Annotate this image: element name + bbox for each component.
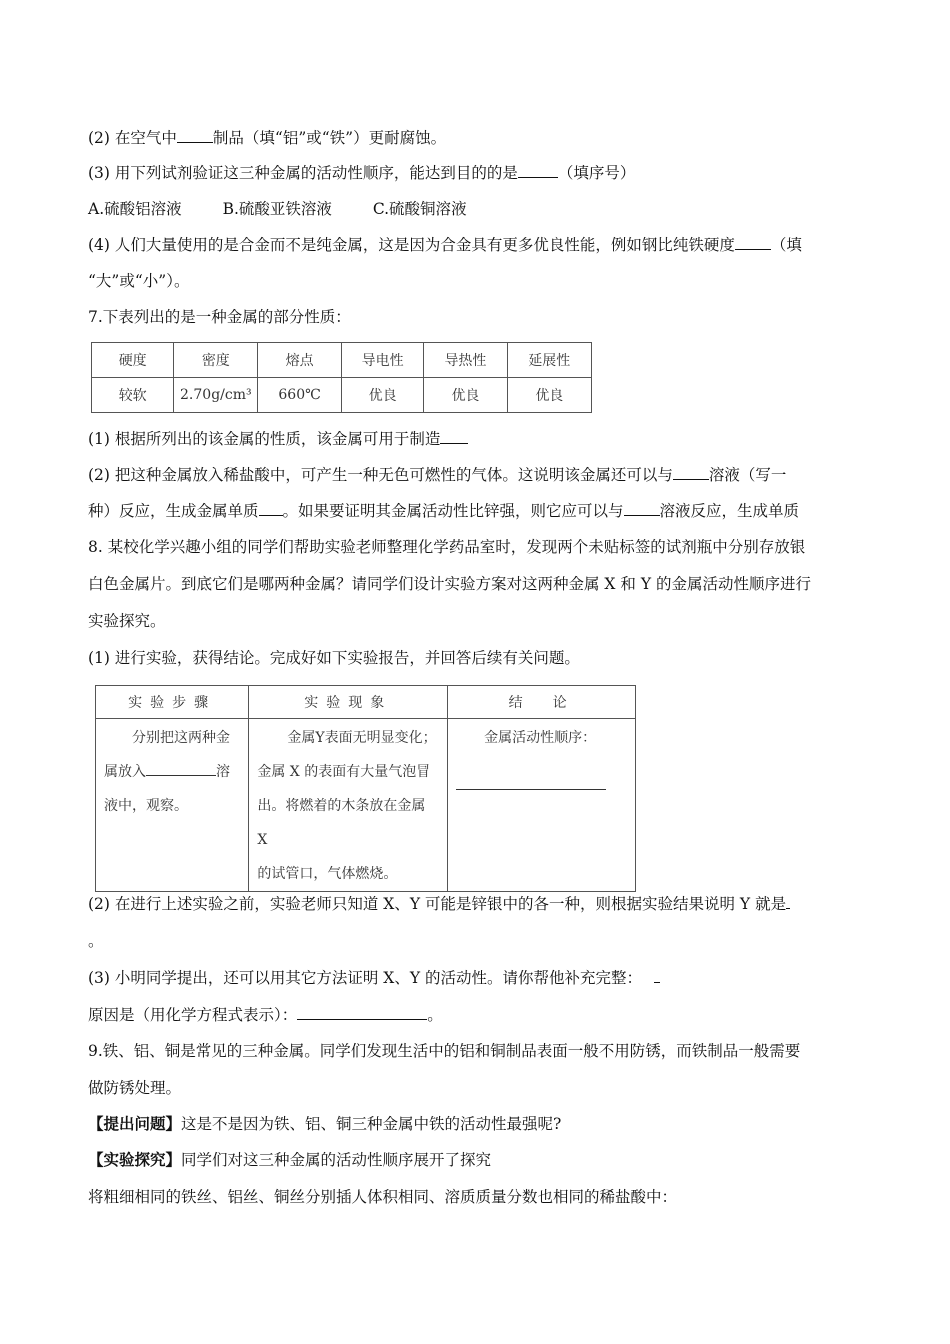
step-text: 分别把这两种金 — [132, 730, 230, 746]
header-observation: 实验现象 — [249, 686, 448, 719]
table-header-row — [92, 343, 592, 378]
metal-properties-table — [91, 342, 592, 413]
q8-part2: (2) 在进行上述实验之前，实验老师只知道 X、Y 可能是锌银中的各一种，则根据实验结果说明 Y 就是 — [88, 893, 890, 915]
q6-part4-cont: “大”或“小”）。 — [88, 272, 190, 290]
conclusion-text: 金属活动性顺序： — [484, 730, 597, 746]
table-row — [96, 719, 636, 892]
answer-blank[interactable] — [177, 127, 213, 143]
answer-blank[interactable] — [456, 788, 606, 790]
question-text: 这是不是因为铁、铝、铜三种金属中铁的活动性最强呢? — [181, 1115, 562, 1133]
header-conclusion: 结 论 — [448, 686, 636, 719]
section-tag: 【实验探究】 — [88, 1150, 182, 1169]
answer-blank[interactable] — [440, 428, 468, 444]
q6-choices — [88, 198, 890, 220]
choice-a: A.硫酸铝溶液 — [88, 200, 182, 218]
q8-stem-line2: 白色金属片。到底它们是哪两种金属？请同学们设计实验方案对这两种金属 X 和 Y 的金属活动性顺序进行 — [88, 575, 811, 593]
value-density: 2.70g/cm³ — [174, 378, 258, 413]
observation-text: 金属 X 的表面有大量气泡冒 — [257, 764, 431, 780]
observation-text: 的试管口，气体燃烧。 — [257, 866, 398, 882]
answer-blank[interactable] — [786, 893, 790, 909]
value-ductility: 优良 — [507, 378, 591, 413]
answer-blank[interactable] — [654, 967, 660, 983]
answer-blank[interactable] — [259, 500, 283, 516]
header-steps: 实验步骤 — [96, 686, 249, 719]
header-conductivity: 导电性 — [341, 343, 423, 378]
header-thermal: 导热性 — [424, 343, 507, 378]
step-text: 液中，观察。 — [104, 798, 188, 814]
q9-stem-line2: 做防锈处理。 — [88, 1079, 182, 1097]
observation-text: 出。将燃着的木条放在金属 X — [257, 798, 426, 848]
steps-cell — [96, 719, 249, 892]
table-header-row — [96, 686, 636, 719]
conclusion-cell — [448, 719, 636, 892]
q9-stem-line1: 9.铁、铝、铜是常见的三种金属。同学们发现生活中的铝和铜制品表面一般不用防锈，而铁制品一般需要 — [88, 1042, 801, 1060]
experiment-report-table — [95, 685, 636, 892]
q6-part3: (3) 用下列试剂验证这三种金属的活动性顺序，能达到目的的是 （填序号） — [88, 164, 636, 182]
q9-procedure: 将粗细相同的铁丝、铝丝、铜丝分别插人体积相同、溶质质量分数也相同的稀盐酸中： — [88, 1188, 678, 1206]
q8-part1: (1) 进行实验，获得结论。完成好如下实验报告，并回答后续有关问题。 — [88, 649, 580, 667]
observation-text: 金属Y表面无明显变化； — [287, 730, 437, 746]
answer-blank[interactable] — [518, 162, 558, 178]
q8-stem-line1: 8. 某校化学兴趣小组的同学们帮助实验老师整理化学药品室时，发现两个未贴标签的试剂瓶中分别存放银 — [88, 538, 806, 556]
q9-question — [88, 1113, 890, 1135]
header-density: 密度 — [174, 343, 258, 378]
q7-part2: (2) 把这种金属放入稀盐酸中，可产生一种无色可燃性的气体。这说明该金属还可以与 溶液（写一 — [88, 466, 787, 484]
q6-part2: (2) 在空气中 制品（填“铝”或“铁”）更耐腐蚀。 — [88, 129, 447, 147]
section-tag: 【提出问题】 — [88, 1114, 182, 1133]
q7-stem: 7.下表列出的是一种金属的部分性质： — [88, 308, 351, 326]
table-row — [92, 378, 592, 413]
answer-blank[interactable] — [624, 500, 660, 516]
value-hardness: 较软 — [92, 378, 174, 413]
choice-c: C.硫酸铜溶液 — [372, 200, 467, 218]
header-melting-point: 熔点 — [258, 343, 342, 378]
q9-experiment — [88, 1149, 890, 1171]
q8-part2-end: 。 — [88, 932, 104, 950]
q8-part3-equation: 原因是（用化学方程式表示）： 。 — [88, 1006, 443, 1024]
value-melting-point: 660℃ — [258, 378, 342, 413]
value-conductivity: 优良 — [341, 378, 423, 413]
q7-part1: (1) 根据所列出的该金属的性质，该金属可用于制造 — [88, 428, 890, 450]
answer-blank[interactable] — [673, 464, 709, 480]
answer-blank[interactable] — [146, 760, 216, 776]
experiment-text: 同学们对这三种金属的活动性顺序展开了探究 — [181, 1151, 492, 1169]
choice-b: B.硫酸亚铁溶液 — [222, 200, 332, 218]
observation-cell — [249, 719, 448, 892]
q8-stem-line3: 实验探究。 — [88, 612, 166, 630]
q8-part3: (3) 小明同学提出，还可以用其它方法证明 X、Y 的活动性。请你帮他补充完整： — [88, 967, 890, 989]
answer-blank[interactable] — [297, 1004, 427, 1020]
q7-part2-cont: 种）反应，生成金属单质 。如果要证明其金属活动性比锌强，则它应可以与 溶液反应，生成单质 — [88, 502, 800, 520]
step-blank-line: 属放入 溶 — [104, 755, 240, 789]
value-thermal: 优良 — [424, 378, 507, 413]
q6-part4: (4) 人们大量使用的是合金而不是纯金属，这是因为合金具有更多优良性能，例如钢比纯铁硬度 （填 — [88, 236, 802, 254]
header-ductility: 延展性 — [507, 343, 591, 378]
header-hardness: 硬度 — [92, 343, 174, 378]
answer-blank[interactable] — [735, 234, 771, 250]
